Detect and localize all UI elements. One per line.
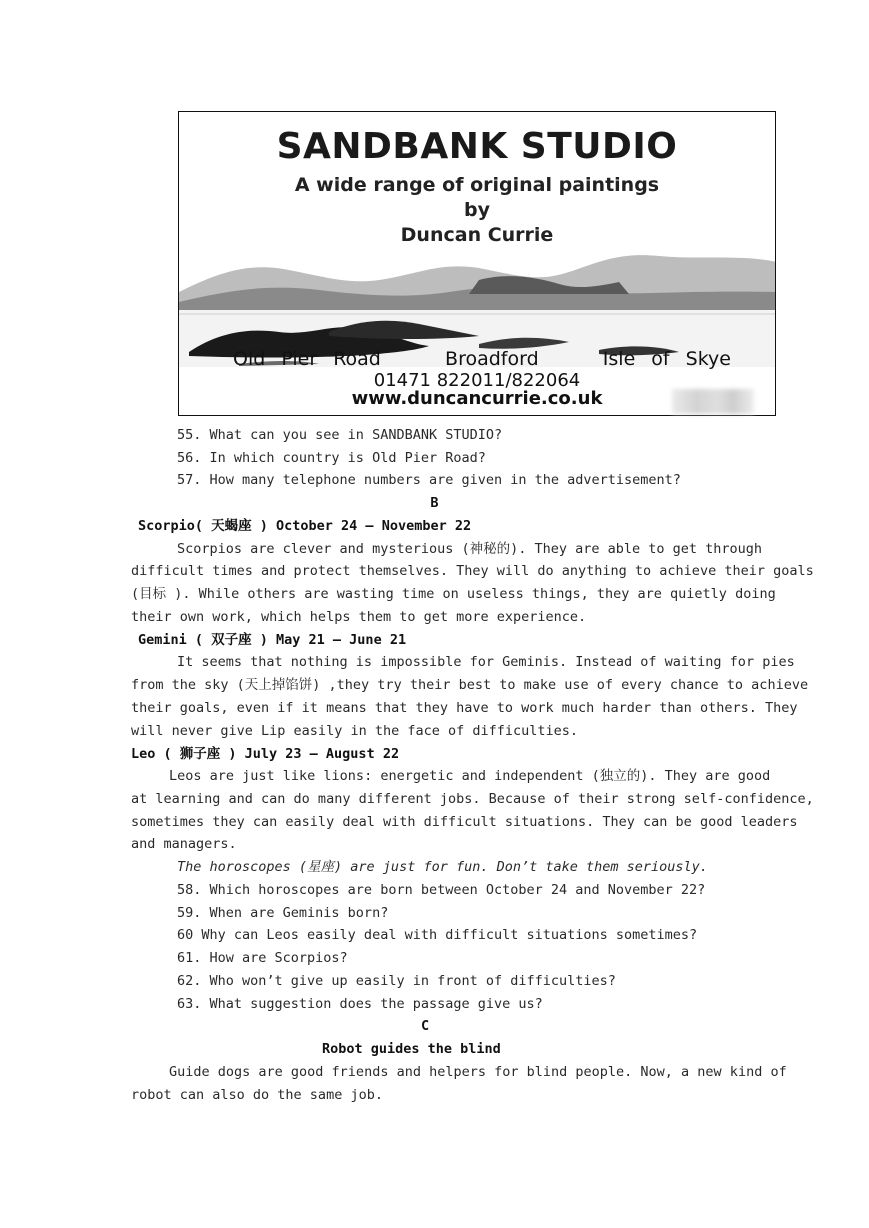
section-c-line-1: Guide dogs are good friends and helpers for blind people. Now, a new kind of	[169, 1064, 787, 1080]
question-55: 55. What can you see in SANDBANK STUDIO?	[177, 427, 503, 443]
leo-line-2: at learning and can do many different jobs. Because of their strong self-confidence,	[131, 791, 814, 807]
watermark-blur	[672, 389, 754, 414]
ad-phone: 01471 822011/822064	[373, 370, 581, 391]
section-c-letter: C	[421, 1018, 430, 1034]
scorpio-line-1: Scorpios are clever and mysterious (神秘的). They are able to get through	[177, 541, 763, 557]
gemini-line-3: their goals, even if it means that they have to work much harder than others. They	[131, 700, 798, 716]
ad-by: by	[464, 199, 490, 221]
question-59: 59. When are Geminis born?	[177, 905, 389, 921]
scorpio-line-3: (目标 ). While others are wasting time on useless things, they are quietly doing	[131, 586, 776, 602]
gemini-heading: Gemini ( 双子座 ) May 21 — June 21	[138, 632, 407, 648]
scorpio-line-2: difficult times and protect themselves. They will do anything to achieve their goals	[131, 563, 814, 579]
ad-artist: Duncan Currie	[400, 224, 554, 246]
horoscope-note: The horoscopes (星座) are just for fun. Don’t take them seriously.	[177, 859, 708, 875]
section-c-title: Robot guides the blind	[322, 1041, 501, 1057]
landscape-illustration	[179, 232, 776, 367]
question-62: 62. Who won’t give up easily in front of difficulties?	[177, 973, 616, 989]
ad-tagline: A wide range of original paintings	[294, 174, 660, 196]
question-60: 60 Why can Leos easily deal with difficult situations sometimes?	[177, 927, 698, 943]
gemini-line-2: from the sky (天上掉馅饼) ,they try their best to make use of every chance to achieve	[131, 677, 809, 693]
question-58: 58. Which horoscopes are born between October 24 and November 22?	[177, 882, 706, 898]
ad-website: www.duncancurrie.co.uk	[351, 388, 603, 409]
scorpio-heading: Scorpio( 天蝎座 ) October 24 — November 22	[138, 518, 472, 534]
ad-title: SANDBANK STUDIO	[276, 126, 678, 167]
sandbank-studio-advertisement	[178, 111, 776, 416]
question-57: 57. How many telephone numbers are given in the advertisement?	[177, 472, 681, 488]
leo-line-4: and managers.	[131, 836, 237, 852]
question-63: 63. What suggestion does the passage give us?	[177, 996, 543, 1012]
scorpio-line-4: their own work, which helps them to get more experience.	[131, 609, 587, 625]
leo-line-1: Leos are just like lions: energetic and independent (独立的). They are good	[169, 768, 771, 784]
section-c-line-2: robot can also do the same job.	[131, 1087, 383, 1103]
leo-line-3: sometimes they can easily deal with difficult situations. They can be good leaders	[131, 814, 798, 830]
gemini-line-4: will never give Lip easily in the face of difficulties.	[131, 723, 579, 739]
gemini-line-1: It seems that nothing is impossible for Geminis. Instead of waiting for pies	[177, 654, 795, 670]
question-61: 61. How are Scorpios?	[177, 950, 348, 966]
question-56: 56. In which country is Old Pier Road?	[177, 450, 486, 466]
leo-heading: Leo ( 狮子座 ) July 23 — August 22	[131, 746, 400, 762]
ad-address: Old Pier Road Broadford Isle of Skye	[233, 348, 731, 370]
section-b-letter: B	[430, 495, 439, 511]
